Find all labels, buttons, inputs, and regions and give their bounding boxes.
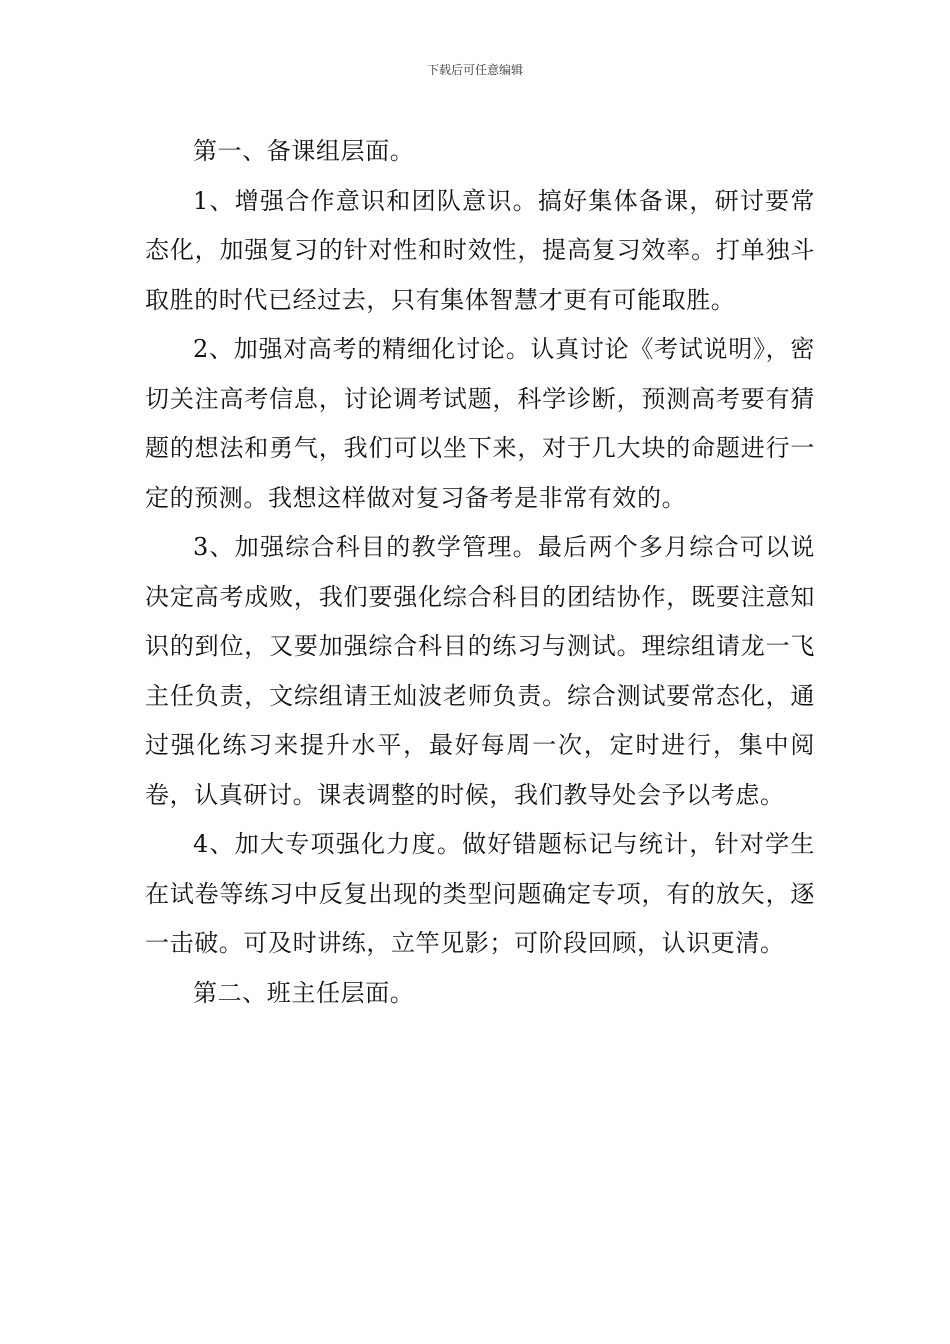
paragraph-item-2: 2、加强对高考的精细化讨论。认真讨论《考试说明》，密切关注高考信息，讨论调考试题，科学诊断，预测高考要有猜题的想法和勇气，我们可以坐下来，对于几大块的命题进行一定的预测。我想这样做对复习备考是非常有效的。	[145, 335, 815, 512]
document-body	[145, 127, 815, 1018]
paragraph-item-1: 1、增强合作意识和团队意识。搞好集体备课，研讨要常态化，加强复习的针对性和时效性，提高复习效率。打单独斗取胜的时代已经过去，只有集体智慧才更有可能取胜。	[145, 186, 815, 314]
section-heading-2: 第二、班主任层面。	[193, 978, 415, 1007]
paragraph-item-4: 4、加大专项强化力度。做好错题标记与统计，针对学生在试卷等练习中反复出现的类型问题确定专项，有的放矢，逐一击破。可及时讲练，立竿见影；可阶段回顾，认识更清。	[145, 830, 815, 957]
section-heading-1: 第一、备课组层面。	[193, 137, 415, 165]
page-header: 下载后可任意编辑	[426, 63, 523, 77]
paragraph-item-3: 3、加强综合科目的教学管理。最后两个多月综合可以说决定高考成败，我们要强化综合科目的团结协作，既要注意知识的到位，又要加强综合科目的练习与测试。理综组请龙一飞主任负责，文综组请王灿波老师负责。综合测试要常态化，通过强化练习来提升水平，最好每周一次，定时进行，集中阅卷，认真研讨。课表调整的时候，我们教导处会予以考虑。	[145, 533, 815, 809]
